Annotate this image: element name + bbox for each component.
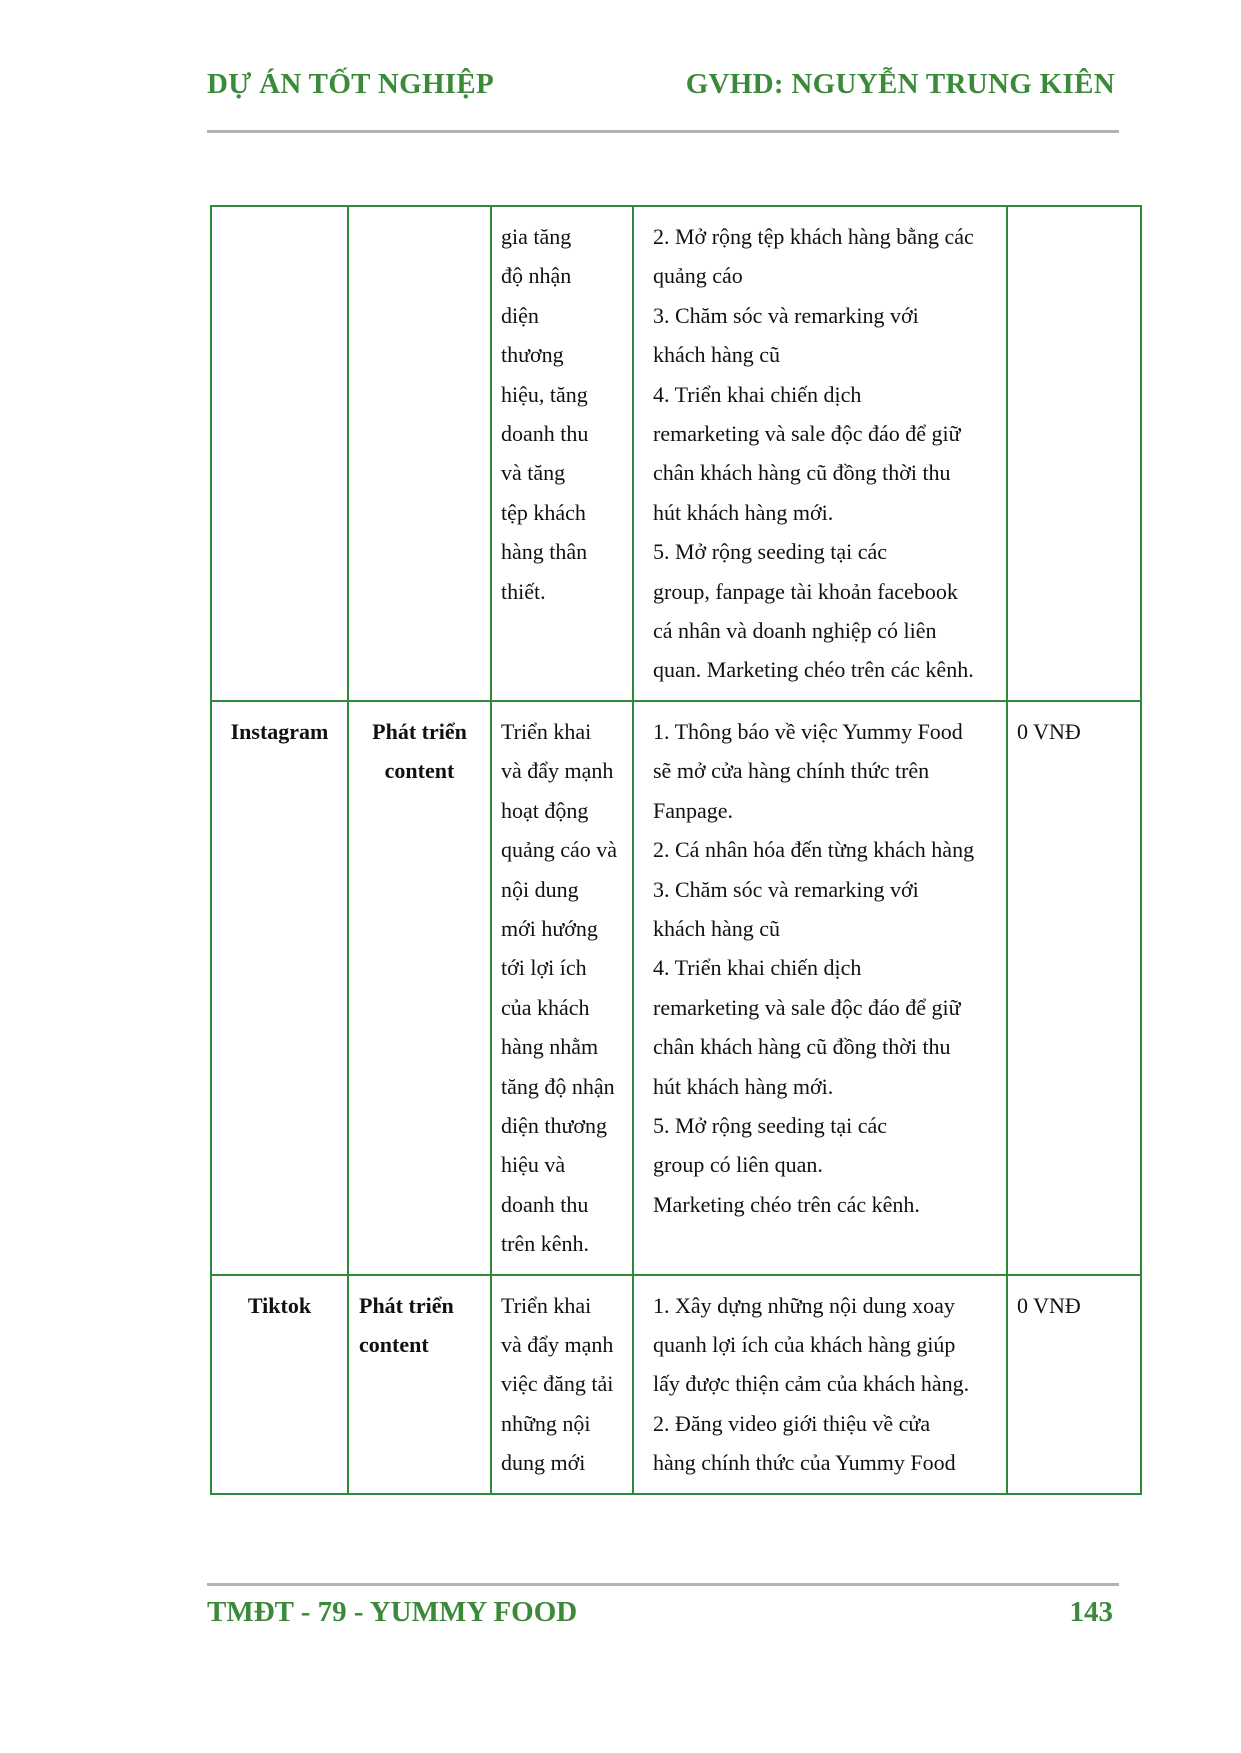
goal-text: độ nhận bbox=[501, 263, 572, 289]
table-row bbox=[211, 1275, 1141, 1494]
goal-text: doanh thu bbox=[501, 421, 589, 447]
channel-cell bbox=[211, 206, 348, 701]
actions-cell bbox=[633, 206, 1007, 701]
channel-name: Instagram bbox=[230, 718, 329, 744]
action-text: remarketing và sale độc đáo để giữ bbox=[653, 421, 961, 447]
cost-cell bbox=[1007, 701, 1141, 1275]
goal-text: quảng cáo và bbox=[501, 837, 618, 863]
goal-text: tới lợi ích bbox=[501, 955, 587, 981]
action-text: lấy được thiện cảm của khách hàng. bbox=[653, 1371, 970, 1397]
action-text: 2. Cá nhân hóa đến từng khách hàng bbox=[653, 837, 975, 863]
objective-text: content bbox=[384, 758, 455, 784]
goal-cell bbox=[491, 1275, 633, 1494]
cost-value: 0 VNĐ bbox=[1017, 1292, 1081, 1318]
objective-cell bbox=[348, 206, 491, 701]
action-text: Marketing chéo trên các kênh. bbox=[653, 1191, 920, 1217]
goal-text: hoạt động bbox=[501, 797, 589, 823]
action-text: 2. Đăng video giới thiệu về cửa bbox=[653, 1410, 931, 1436]
action-text: 4. Triển khai chiến dịch bbox=[653, 381, 862, 407]
goal-text: trên kênh. bbox=[501, 1231, 589, 1257]
goal-text: và tăng bbox=[501, 460, 566, 486]
action-text: remarketing và sale độc đáo để giữ bbox=[653, 994, 961, 1020]
goal-text: tệp khách bbox=[501, 499, 586, 525]
cost-cell bbox=[1007, 1275, 1141, 1494]
cost-value: 0 VNĐ bbox=[1017, 718, 1081, 744]
goal-text: diện thương bbox=[501, 1112, 608, 1138]
action-text: khách hàng cũ bbox=[653, 342, 781, 368]
action-text: quảng cáo bbox=[653, 263, 743, 289]
goal-cell bbox=[491, 701, 633, 1275]
footer-title: TMĐT - 79 - YUMMY FOOD bbox=[207, 1596, 578, 1628]
action-text: 2. Mở rộng tệp khách hàng bằng các bbox=[653, 224, 974, 249]
goal-text: nội dung bbox=[501, 876, 579, 902]
goal-text: dung mới bbox=[501, 1450, 586, 1476]
header-advisor: GVHD: NGUYỄN TRUNG KIÊN bbox=[685, 68, 1115, 100]
goal-text: hàng nhằm bbox=[501, 1034, 599, 1060]
action-text: quanh lợi ích của khách hàng giúp bbox=[653, 1331, 956, 1357]
action-text: sẽ mở cửa hàng chính thức trên bbox=[653, 758, 930, 784]
channel-cell bbox=[211, 701, 348, 1275]
footer-divider bbox=[207, 1583, 1119, 1586]
action-text: khách hàng cũ bbox=[653, 915, 781, 941]
action-text: 5. Mở rộng seeding tại các bbox=[653, 539, 888, 565]
goal-text: và đẩy mạnh bbox=[501, 758, 614, 784]
objective-cell bbox=[348, 1275, 491, 1494]
goal-text: diện bbox=[501, 302, 539, 328]
actions-cell bbox=[633, 1275, 1007, 1494]
goal-text: việc đăng tải bbox=[501, 1371, 614, 1397]
action-text: Fanpage. bbox=[653, 797, 734, 823]
action-text: quan. Marketing chéo trên các kênh. bbox=[653, 657, 974, 683]
goal-cell bbox=[491, 206, 633, 701]
action-text: hàng chính thức của Yummy Food bbox=[653, 1450, 956, 1476]
goal-text: hàng thân bbox=[501, 539, 588, 565]
table-row bbox=[211, 206, 1141, 701]
table-row bbox=[211, 701, 1141, 1275]
objective-text: Phát triển bbox=[359, 1292, 454, 1318]
channel-name: Tiktok bbox=[247, 1292, 312, 1318]
goal-text: mới hướng bbox=[501, 915, 598, 941]
action-text: hút khách hàng mới. bbox=[653, 499, 834, 525]
action-text: hút khách hàng mới. bbox=[653, 1073, 834, 1099]
action-text: group có liên quan. bbox=[653, 1152, 823, 1178]
action-text: group, fanpage tài khoản facebook bbox=[653, 578, 958, 604]
objective-text: content bbox=[359, 1331, 429, 1357]
goal-text: hiệu, tăng bbox=[501, 381, 588, 407]
goal-text: thương bbox=[501, 342, 564, 368]
action-text: 1. Xây dựng những nội dung xoay bbox=[653, 1292, 955, 1318]
action-text: chân khách hàng cũ đồng thời thu bbox=[653, 1034, 951, 1060]
header-divider bbox=[207, 130, 1119, 133]
goal-text: của khách bbox=[501, 994, 590, 1020]
goal-text: Triển khai bbox=[501, 718, 592, 744]
action-text: 4. Triển khai chiến dịch bbox=[653, 955, 862, 981]
actions-cell bbox=[633, 701, 1007, 1275]
action-text: chân khách hàng cũ đồng thời thu bbox=[653, 460, 951, 486]
objective-text: Phát triển bbox=[372, 718, 467, 744]
header-project-title: DỰ ÁN TỐT NGHIỆP bbox=[207, 68, 495, 100]
goal-text: tăng độ nhận bbox=[501, 1073, 615, 1099]
channel-plan-table bbox=[210, 205, 1142, 1495]
goal-text: gia tăng bbox=[501, 224, 572, 249]
action-text: cá nhân và doanh nghiệp có liên bbox=[653, 618, 937, 644]
action-text: 1. Thông báo về việc Yummy Food bbox=[653, 718, 963, 744]
goal-text: những nội bbox=[501, 1410, 591, 1436]
goal-text: Triển khai bbox=[501, 1292, 592, 1318]
action-text: 3. Chăm sóc và remarking với bbox=[653, 302, 919, 328]
page-number: 143 bbox=[1069, 1596, 1113, 1628]
goal-text: thiết. bbox=[501, 578, 546, 604]
channel-cell bbox=[211, 1275, 348, 1494]
action-text: 5. Mở rộng seeding tại các bbox=[653, 1112, 888, 1138]
objective-cell bbox=[348, 701, 491, 1275]
goal-text: doanh thu bbox=[501, 1191, 589, 1217]
cost-cell bbox=[1007, 206, 1141, 701]
goal-text: và đẩy mạnh bbox=[501, 1331, 614, 1357]
action-text: 3. Chăm sóc và remarking với bbox=[653, 876, 919, 902]
goal-text: hiệu và bbox=[501, 1152, 566, 1178]
